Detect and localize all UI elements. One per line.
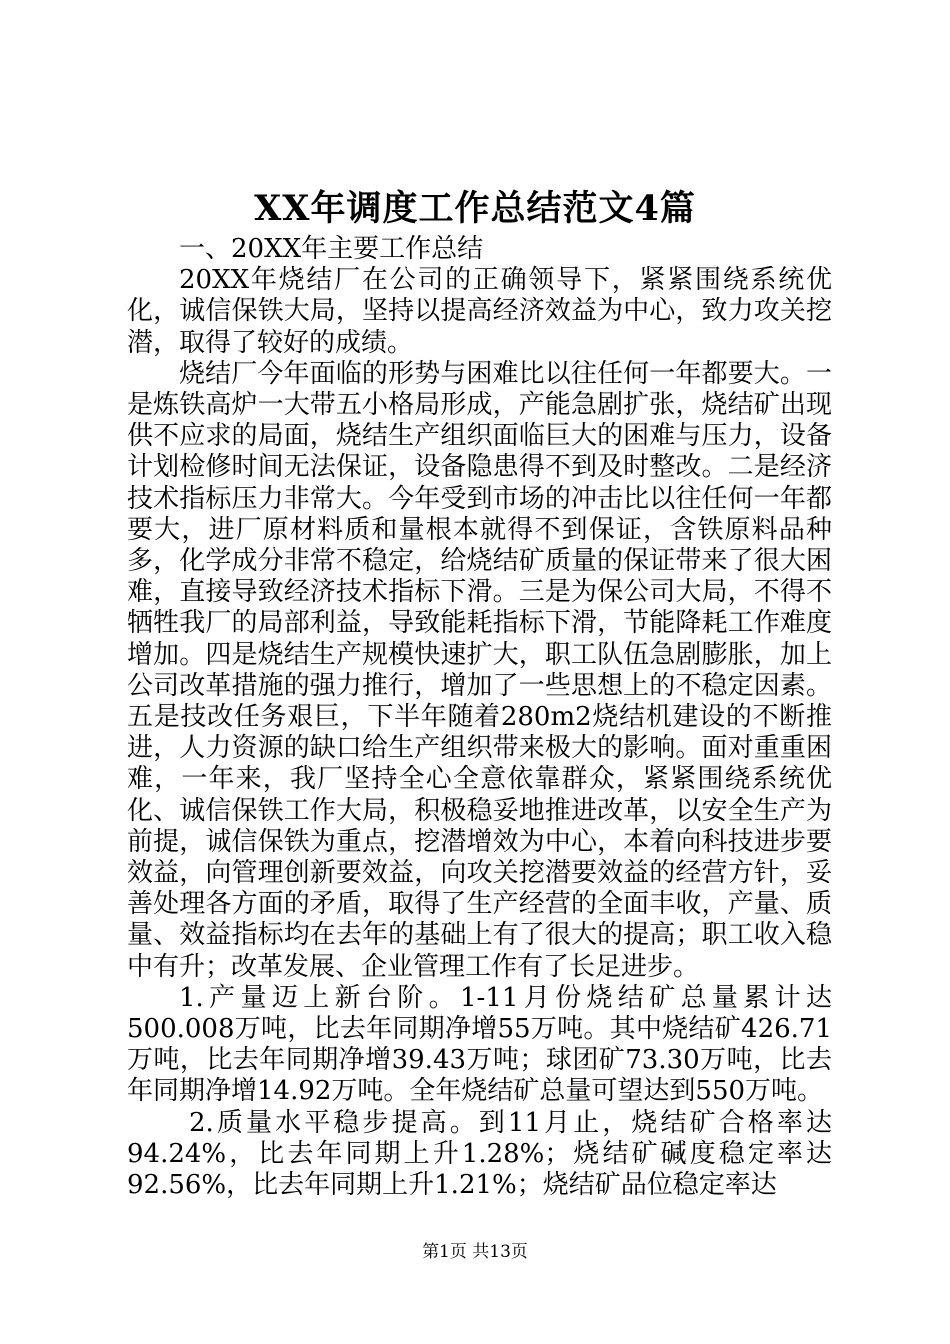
paragraph-output: 1.产量迈上新台阶。1-11月份烧结矿总量累计达500.008万吨，比去年同期净增55万吨。其中烧结矿426.71万吨，比去年同期净增39.43万吨；球团矿73.30万吨，比去年同期净增14.92万吨。全年烧结矿总量可望达到550万吨。 [127, 982, 832, 1107]
document-title: XX年调度工作总结范文4篇 [254, 188, 696, 229]
paragraph-quality: 2.质量水平稳步提高。到11月止，烧结矿合格率达94.24%，比去年同期上升1.28%；烧结矿碱度稳定率达92.56%，比去年同期上升1.21%；烧结矿品位稳定率达 [127, 1107, 832, 1201]
paragraph-intro: 20XX年烧结厂在公司的正确领导下，紧紧围绕系统优化，诚信保铁大局，坚持以提高经济效益为中心，致力攻关挖潜，取得了较好的成绩。 [127, 265, 832, 358]
section-heading: 一、20XX年主要工作总结 [179, 234, 484, 264]
paragraph-situation: 烧结厂今年面临的形势与困难比以往任何一年都要大。一是炼铁高炉一大带五小格局形成，产能急剧扩张，烧结矿出现供不应求的局面，烧结生产组织面临巨大的困难与压力，设备计划检修时间无法保证，设备隐患得不到及时整改。二是经济技术指标压力非常大。今年受到市场的冲击比以往任何一年都要大，进厂原材料质和量根本就得不到保证，含铁原料品种多，化学成分非常不稳定，给烧结矿质量的保证带来了很大困难，直接导致经济技术指标下滑。三是为保公司大局，不得不牺牲我厂的局部利益，导致能耗指标下滑，节能降耗工作难度增加。四是烧结生产规模快速扩大，职工队伍急剧膨胀，加上公司改革措施的强力推行，增加了一些思想上的不稳定因素。五是技改任务艰巨，下半年随着280m2烧结机建设的不断推进，人力资源的缺口给生产组织带来极大的影响。面对重重困难，一年来，我厂坚持全心全意依靠群众，紧紧围绕系统优化、诚信保铁工作大局，积极稳妥地推进改革，以安全生产为前提，诚信保铁为重点，挖潜增效为中心，本着向科技进步要效益，向管理创新要效益，向攻关挖潜要效益的经营方针，妥善处理各方面的矛盾，取得了生产经营的全面丰收，产量、质量、效益指标均在去年的基础上有了很大的提高；职工收入稳中有升；改革发展、企业管理工作有了长足进步。 [127, 358, 832, 982]
page-indicator: 第1页 共13页 [422, 1242, 528, 1262]
document-body [127, 234, 832, 1201]
